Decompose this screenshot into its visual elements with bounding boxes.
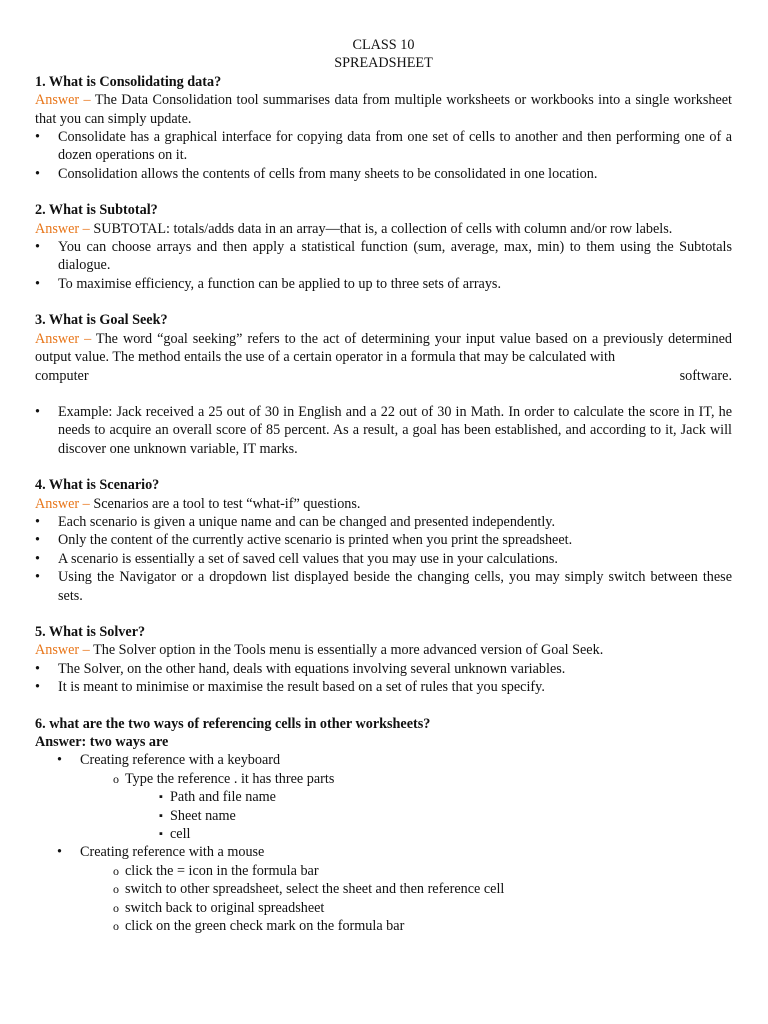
question-3-answer-end-right: software. <box>679 367 732 384</box>
question-3-bullets <box>35 403 732 458</box>
question-3-answer-text: The word “goal seeking” refers to the act of determining your input value based on a previously determined output value. The method entails the use of a certain operator in a formula that may be calculated with <box>35 330 732 366</box>
question-2-answer <box>35 220 732 238</box>
document-page <box>35 36 732 935</box>
question-4-bullets <box>35 513 732 605</box>
answer-label: Answer – <box>35 495 90 512</box>
list-item: o switch to other spreadsheet, select the sheet and then reference cell <box>80 880 732 898</box>
list-item: ▪ cell <box>125 825 732 843</box>
list-item: o click on the green check mark on the formula bar <box>80 917 732 935</box>
mouse-method-label: Creating reference with a mouse <box>80 844 265 861</box>
question-4-answer-text: Scenarios are a tool to test “what-if” questions. <box>93 495 361 512</box>
list-item: • The Solver, on the other hand, deals with equations involving several unknown variables. <box>35 660 732 678</box>
list-item: • Each scenario is given a unique name and can be changed and presented independently. <box>35 513 732 531</box>
list-item: ▪ Path and file name <box>125 788 732 806</box>
list-item: • Using the Navigator or a dropdown list displayed beside the changing cells, you may simply switch between these sets. <box>35 568 732 605</box>
question-2-answer-text: SUBTOTAL: totals/adds data in an array—that is, a collection of cells with column and/or row labels. <box>93 220 673 237</box>
list-item: • Consolidate has a graphical interface for copying data from one set of cells to another and then performing one of a dozen operations on it. <box>35 128 732 165</box>
answer-label: Answer – <box>35 330 92 347</box>
question-3-title: 3. What is Goal Seek? <box>35 312 168 329</box>
list-item: • To maximise efficiency, a function can be applied to up to three sets of arrays. <box>35 275 732 293</box>
list-item: • Only the content of the currently active scenario is printed when you print the spreadsheet. <box>35 531 732 549</box>
question-2-title: 2. What is Subtotal? <box>35 202 158 219</box>
question-1-answer-text: The Data Consolidation tool summarises data from multiple worksheets or workbooks into a single worksheet that you can simply update. <box>35 92 732 127</box>
question-6-answer-heading: Answer: two ways are <box>35 734 169 750</box>
question-6-title: 6. what are the two ways of referencing cells in other worksheets? <box>35 715 431 732</box>
question-5-answer <box>35 641 732 659</box>
list-item: o click the = icon in the formula bar <box>80 862 732 880</box>
keyboard-sublist <box>80 770 732 844</box>
header-subject: SPREADSHEET <box>334 55 433 72</box>
question-5-answer-text: The Solver option in the Tools menu is essentially a more advanced version of Goal Seek. <box>93 642 604 659</box>
question-3-answer-end <box>35 367 732 385</box>
question-4-title: 4. What is Scenario? <box>35 477 160 494</box>
list-item <box>35 751 732 843</box>
list-item: • A scenario is essentially a set of saved cell values that you may use in your calculations. <box>35 550 732 568</box>
question-2-bullets <box>35 238 732 293</box>
list-item: • Consolidation allows the contents of cells from many sheets to be consolidated in one location. <box>35 165 732 183</box>
list-item <box>35 843 732 935</box>
list-item: • Example: Jack received a 25 out of 30 in English and a 22 out of 30 in Math. In order to calculate the score in IT, he needs to acquire an overall score of 85 percent. As a result, a goal has been established, and according to it, Jack will discover one unknown variable, IT marks. <box>35 403 732 458</box>
list-item: • It is meant to minimise or maximise the result based on a set of rules that you specify. <box>35 678 732 696</box>
answer-label: Answer – <box>35 642 90 659</box>
keyboard-method-label: Creating reference with a keyboard <box>80 752 281 769</box>
question-3-answer-end-left: computer <box>35 367 89 384</box>
question-5-title: 5. What is Solver? <box>35 623 146 640</box>
answer-label: Answer – <box>35 92 91 109</box>
list-item: o switch back to original spreadsheet <box>80 899 732 917</box>
mouse-steps <box>80 862 732 936</box>
list-item: ▪ Sheet name <box>125 807 732 825</box>
question-5-bullets <box>35 660 732 697</box>
keyboard-sub-label: Type the reference . it has three parts <box>125 770 335 787</box>
question-1-title: 1. What is Consolidating data? <box>35 73 222 90</box>
answer-label: Answer – <box>35 220 90 237</box>
list-item <box>80 770 732 844</box>
question-1-answer <box>35 91 732 128</box>
question-4-answer <box>35 495 732 513</box>
question-3-answer <box>35 330 732 367</box>
list-item: • You can choose arrays and then apply a statistical function (sum, average, max, min) to them using the Subtotals dialogue. <box>35 238 732 275</box>
question-6-ways <box>35 751 732 935</box>
question-1-bullets <box>35 128 732 183</box>
header-class: CLASS 10 <box>352 37 415 53</box>
reference-parts <box>125 788 732 843</box>
